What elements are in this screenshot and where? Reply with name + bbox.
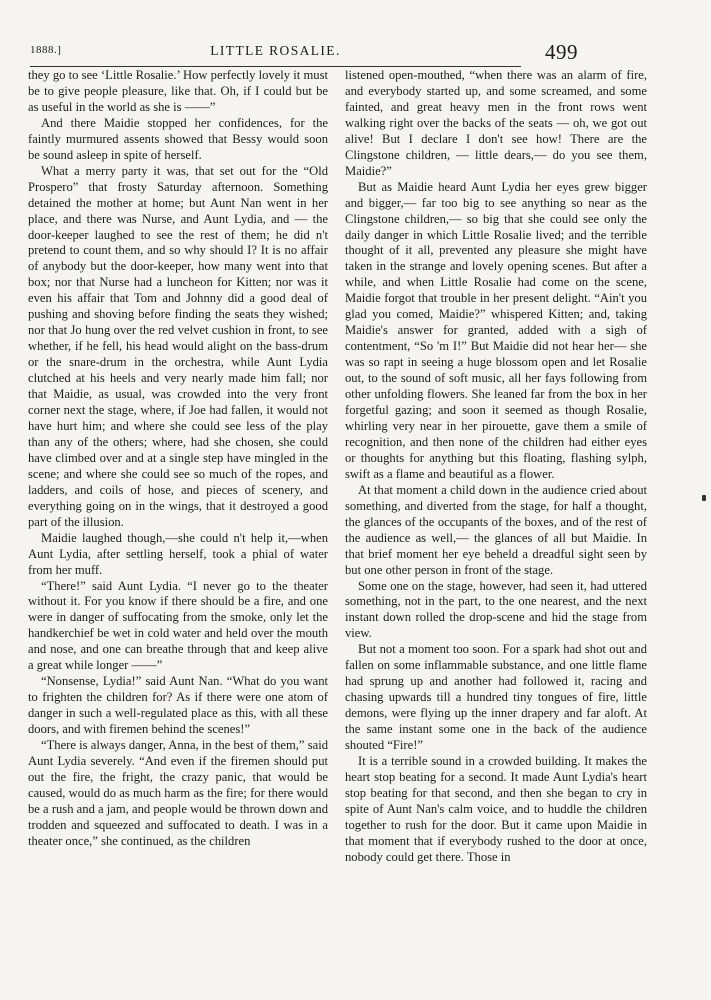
header-date: 1888.] bbox=[30, 44, 62, 56]
paragraph: Maidie laughed though,—she could n't help it,—when Aunt Lydia, after settling herself, took a phial of water from her muff. bbox=[28, 530, 328, 577]
paragraph: Some one on the stage, however, had seen it, had uttered something, not in the part, to the one nearest, and the next instant down rolled the drop-scene and hid the stage from view. bbox=[345, 578, 647, 641]
paragraph: “Nonsense, Lydia!” said Aunt Nan. “What do you want to frighten the children for? As if there were one atom of danger in such a well-regulated place as this, with all these doors, and with firemen behind the scenes!” bbox=[28, 674, 328, 737]
header-title: LITTLE ROSALIE. bbox=[210, 43, 341, 58]
paragraph: But not a moment too soon. For a spark had shot out and fallen on some inflammable substance, and one little flame had sprung up and another had followed it, racing and chasing upwards till a hundred tiny tongues of fire, little demons, were flying up the inner drapery and far aloft. At the same instant some one in the back of the audience shouted “Fire!” bbox=[345, 642, 647, 753]
paragraph: “There is always danger, Anna, in the best of them,” said Aunt Lydia severely. “And even if the firemen should put out the fire, the fright, the crazy panic, that would be caused, would do as much harm as the fire; for there would be a rush and a jam, and people would be thrown down and trodden and squeezed and suffocated to death. I was in a theater once,” she continued, as the children bbox=[28, 738, 328, 848]
paragraph: “There!” said Aunt Lydia. “I never go to the theater without it. For you know if there should be a fire, and one were in danger of suffocating from the smoke, only let the handkerchief be wet in cold water and held over the mouth and nose, and one can breathe through that and keep alive a great while longer ——” bbox=[28, 578, 328, 673]
running-header bbox=[30, 32, 521, 67]
paragraph: listened open-mouthed, “when there was an alarm of fire, and everybody started up, and some screamed, and some fainted, and great heavy men in the front rows went walking right over the backs of the seats — oh, we got out alive! But I declare I don't see how! There are the Clingstone children, — little dears,— do you see them, Maidie?” bbox=[345, 68, 647, 178]
page-number: 499 bbox=[545, 40, 578, 64]
left-column bbox=[28, 68, 328, 850]
paragraph: they go to see ‘Little Rosalie.’ How perfectly lovely it must be to give people pleasure, like that. Oh, if I could but be as useful in the world as she is ——” bbox=[28, 68, 328, 114]
margin-speck bbox=[702, 495, 706, 501]
paragraph: And there Maidie stopped her confidences, for the faintly murmured assents showed that Bessy would soon be sound asleep in spite of herself. bbox=[28, 115, 328, 162]
paragraph: What a merry party it was, that set out for the “Old Prospero” that frosty Saturday afternoon. Something detained the mother at home; but Aunt Nan went in her place, and there was Nurse, and Aunt Lydia, and — the door-keeper laughed to see the rest of them; he did n't pretend to count them, and so why should I? It is no affair of anybody but the door-keeper, how many went into that box; nor that Nurse had a luncheon for Kitten; nor was it even his affair that Tom and Johnny did a good deal of pushing and shoving before finding the seats they wished; nor that Jo hung over the red velvet cushion in front, to see whether, if he fell, his head would alight on the bass-drum or the snare-drum in the orchestra, while Aunt Lydia clutched at his heels and very nearly made him fall; nor that Maidie, as usual, was crowded into the very front corner next the stage, where, if Joe had fallen, it would not have hurt him; and where she could see less of the play than any of the others; where, had she chosen, she could have climbed over and at a single step have mingled in the scene; and where she could see so much of the ropes, and ladders, and coils of hose, and pieces of scenery, and everything going on in the wings, that it destroyed a good part of the illusion. bbox=[28, 163, 328, 529]
paragraph: At that moment a child down in the audience cried about something, and diverted from the stage, for half a thought, the glances of the occupants of the boxes, and of the rest of the audience as well,— the glances of all but Maidie. In that brief moment her eye beheld a dreadful sight seen by but one other person in front of the stage. bbox=[345, 482, 647, 577]
paragraph: It is a terrible sound in a crowded building. It makes the heart stop beating for a second. It made Aunt Lydia's heart stop beating for that second, and then she began to cry in spite of Aunt Nan's calm voice, and to huddle the children together to rush for the door. But it came upon Maidie in that moment that if everybody rushed to the door at once, nobody could get there. Those in bbox=[345, 753, 647, 864]
right-column bbox=[345, 68, 647, 866]
paragraph: But as Maidie heard Aunt Lydia her eyes grew bigger and bigger,— far too big to see anything so near as the Clingstone children,— so big that she could see only the daily danger in which Little Rosalie lived; and the terrible thought of it all, prevented any pleasure she might have taken in the strange and lovely opening scenes. But after a while, and when Little Rosalie had come on the scene, Maidie forgot that trouble in her present delight. “Ain't you glad you comed, Maidie?” whispered Kitten; and, taking Maidie's answer for granted, added with a sigh of contentment, “So 'm I!” But Maidie did not hear her— she was so rapt in seeing a huge blossom open and let Rosalie out, to the sound of soft music, all her fays following from other unfolding flowers. She leaned far from the box in her forgetful gazing; and soon it seemed as though Rosalie, whirling very near in her pirouette, gave them a smile of recognition, and then none of the children had either eyes or thoughts for anything but this floating, flashing sylph, swift as a flame and beautiful as a flower. bbox=[345, 179, 647, 481]
